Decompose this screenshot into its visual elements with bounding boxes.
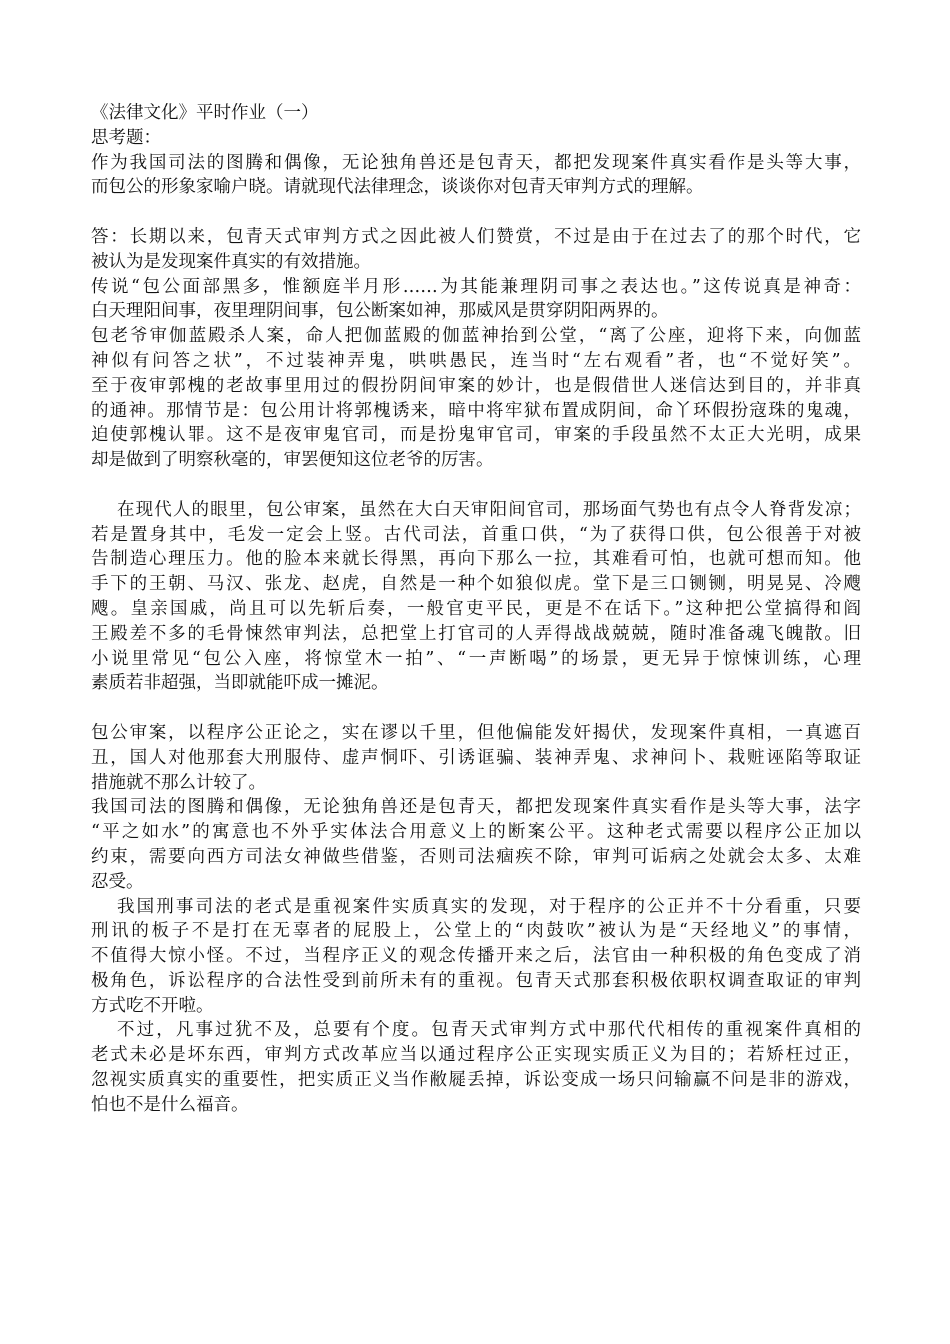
answer-line: 飕。皇亲国戚，尚且可以先斩后奏，一般官吏平民，更是不在话下。”这种把公堂搞得和阎	[91, 598, 861, 619]
answer-line: 的通神。那情节是：包公用计将郭槐诱来，暗中将牢狱布置成阴间，命丫环假扮寇珠的鬼魂，	[91, 400, 861, 421]
question-line: 而包公的形象家喻户晓。请就现代法律理念，谈谈你对包青天审判方式的理解。	[91, 177, 704, 198]
answer-line: 在现代人的眼里，包公审案，虽然在大白天审阳间官司，那场面气势也有点令人脊背发凉；	[117, 499, 861, 520]
document-title: 《法律文化》平时作业（一）	[91, 103, 319, 123]
answer-line: 传说“包公面部黑多，惟额庭半月形……为其能兼理阴司事之表达也。”这传说真是神奇：	[91, 276, 861, 297]
answer-line: 至于夜审郭槐的老故事里用过的假扮阴间审案的妙计，也是假借世人迷信达到目的，并非真	[91, 375, 861, 396]
answer-line: 忽视实质真实的重要性，把实质正义当作敝屣丢掉，诉讼变成一场只问输赢不问是非的游戏，	[91, 1070, 861, 1091]
answer-line: 白天理阳间事，夜里理阴间事，包公断案如神，那威风是贯穿阴阳两界的。	[91, 301, 669, 322]
answer-line: 包公审案，以程序公正论之，实在谬以千里，但他偏能发奸揭伏，发现案件真相，一真遮百	[91, 722, 861, 743]
answer-line: 忍受。	[91, 871, 144, 892]
document-page	[91, 101, 861, 1118]
answer-line: 若是置身其中，毛发一定会上竖。古代司法，首重口供，“为了获得口供，包公很善于对被	[91, 524, 861, 545]
answer-line: 素质若非超强，当即就能吓成一摊泥。	[91, 673, 389, 694]
answer-line: 被认为是发现案件真实的有效措施。	[91, 251, 371, 272]
answer-line: 包老爷审伽蓝殿杀人案，命人把伽蓝殿的伽蓝神抬到公堂，“离了公座，迎将下来，向伽蓝	[91, 326, 861, 347]
answer-line: 我国刑事司法的老式是重视案件实质真实的发现，对于程序的公正并不十分看重，只要	[117, 896, 861, 917]
answer-line: 却是做到了明察秋毫的，审罢便知这位老爷的厉害。	[91, 450, 494, 471]
prompt-label: 思考题：	[91, 127, 161, 148]
answer-line: 方式吃不开啦。	[91, 995, 214, 1016]
answer-line: 我国司法的图腾和偶像，无论独角兽还是包青天，都把发现案件真实看作是头等大事，法字	[91, 797, 861, 818]
answer-line: 怕也不是什么福音。	[91, 1094, 249, 1115]
question-line: 作为我国司法的图腾和偶像，无论独角兽还是包青天，都把发现案件真实看作是头等大事，	[91, 152, 861, 173]
answer-line: 措施就不那么计较了。	[91, 772, 266, 793]
answer-line: 不值得大惊小怪。不过，当程序正义的观念传播开来之后，法官由一种积极的角色变成了消	[91, 946, 861, 967]
answer-line: 约束，需要向西方司法女神做些借鉴，否则司法痼疾不除，审判可诟病之处就会太多、太难	[91, 846, 861, 867]
answer-line: “平之如水”的寓意也不外乎实体法合用意义上的断案公平。这种老式需要以程序公正加以	[91, 822, 861, 843]
answer-line: 丑，国人对他那套大刑服侍、虚声恫吓、引诱诓骗、装神弄鬼、求神问卜、栽赃诬陷等取证	[91, 747, 861, 768]
answer-line: 老式未必是坏东西，审判方式改革应当以通过程序公正实现实质正义为目的；若矫枉过正，	[91, 1045, 861, 1066]
answer-line: 迫使郭槐认罪。这不是夜审鬼官司，而是扮鬼审官司，审案的手段虽然不太正大光明，成果	[91, 425, 861, 446]
answer-line: 答：长期以来，包青天式审判方式之因此被人们赞赏，不过是由于在过去了的那个时代，它	[91, 226, 861, 247]
answer-line: 告制造心理压力。他的脸本来就长得黑，再向下那么一拉，其难看可怕，也就可想而知。他	[91, 549, 861, 570]
paragraph-gap	[91, 696, 861, 721]
answer-line: 手下的王朝、马汉、张龙、赵虎，自然是一种个如狼似虎。堂下是三口铡铡，明晃晃、冷飕	[91, 574, 861, 595]
answer-line: 神似有问答之状”，不过装神弄鬼，哄哄愚民，连当时“左右观看”者，也“不觉好笑”。	[91, 350, 861, 371]
answer-line: 不过，凡事过犹不及，总要有个度。包青天式审判方式中那代代相传的重视案件真相的	[117, 1020, 861, 1041]
answer-line: 王殿差不多的毛骨悚然审判法，总把堂上打官司的人弄得战战兢兢，随时准备魂飞魄散。旧	[91, 623, 861, 644]
answer-line: 刑讯的板子不是打在无辜者的屁股上，公堂上的“肉鼓吹”被认为是“天经地义”的事情，	[91, 921, 861, 942]
paragraph-gap	[91, 473, 861, 498]
answer-line: 小说里常见“包公入座，将惊堂木一拍”、“一声断喝”的场景，更无异于惊悚训练，心理	[91, 648, 861, 669]
paragraph-gap	[91, 200, 861, 225]
answer-line: 极角色，诉讼程序的合法性受到前所未有的重视。包青天式那套积极依职权调查取证的审判	[91, 970, 861, 991]
